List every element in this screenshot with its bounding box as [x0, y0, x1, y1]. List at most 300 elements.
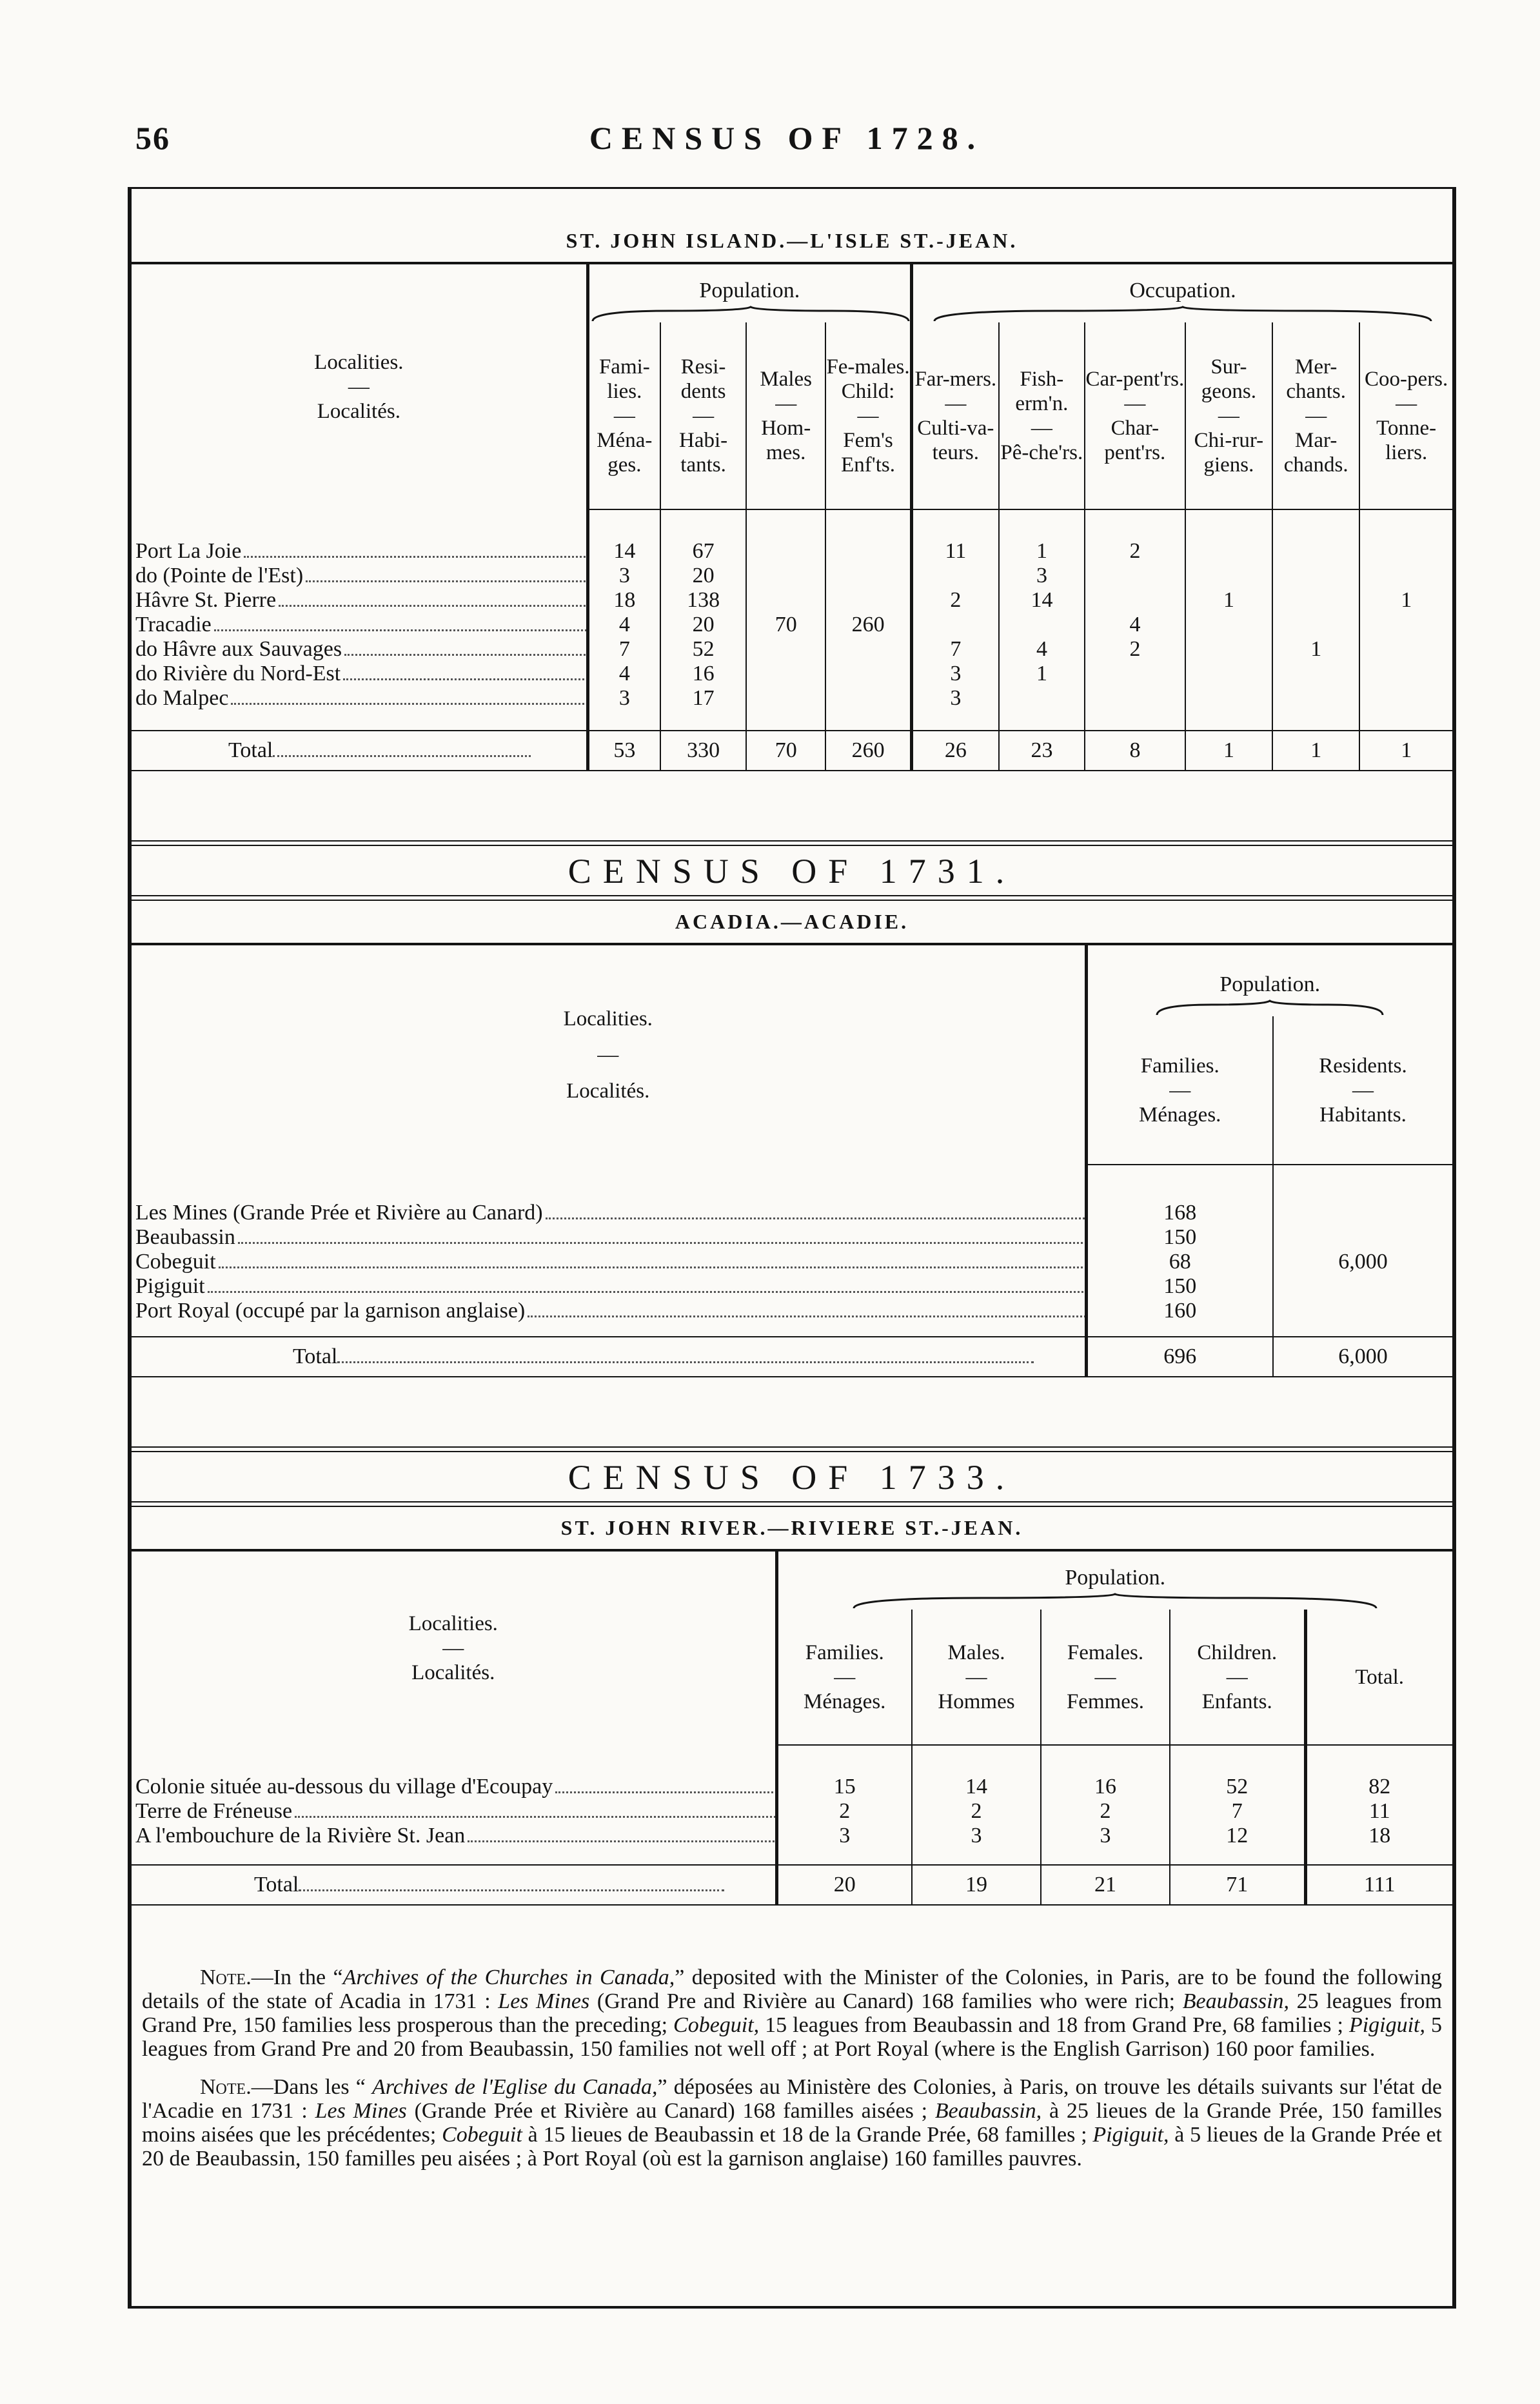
spacer: [746, 711, 825, 730]
row-locality-label: Tracadie: [135, 613, 214, 636]
leader-dots: [343, 678, 587, 680]
row-locality-label: Terre de Fréneuse: [135, 1799, 295, 1823]
note-text: ” déposées au Ministère des Colonies, à Paris, on trouve les détails suivants sur l'état de l'Acadie en 1731 :: [142, 2075, 1442, 2123]
note-french: [142, 2075, 1442, 2171]
spacer: [1170, 1746, 1305, 1775]
row-locality: [132, 1299, 1086, 1323]
dash-sep: —: [1226, 1665, 1248, 1689]
row-farm: 7: [912, 637, 999, 662]
col-females-children-fr: Fem's Enf'ts.: [841, 428, 895, 477]
note-text: à 25 lieues de la Grande Prée, 150 familles moins aisées que les précédentes;: [142, 2099, 1442, 2147]
row-locality: [132, 1824, 776, 1848]
total-surgeons: 1: [1185, 731, 1272, 771]
spacer: [1041, 1746, 1170, 1775]
row-residents: 17: [660, 686, 746, 711]
row-families: 14: [587, 539, 660, 564]
col-carpenters-en: Car-pent'rs.: [1085, 367, 1185, 391]
row-coop: [1359, 686, 1452, 711]
row-farm: [912, 613, 999, 637]
note-text: (Grand Pre and Rivière au Canard) 168 families who were rich;: [589, 1989, 1183, 2013]
col-coopers-en: Coo-pers.: [1365, 367, 1448, 391]
row-coop: [1359, 662, 1452, 686]
col-males: [746, 322, 825, 509]
spacer: [1273, 1165, 1452, 1201]
spacer: [1272, 711, 1359, 730]
brace-icon: [931, 306, 1434, 322]
spacer-row: [132, 1746, 1452, 1775]
col-coopers: [1359, 322, 1452, 509]
leader-dots: [219, 1266, 1086, 1268]
col-residents-fr: Habi-tants.: [679, 428, 728, 477]
row-locality-label: Port Royal (occupé par la garnison anglaise): [135, 1299, 528, 1323]
col-residents: [660, 322, 746, 509]
col-surgeons: [1185, 322, 1272, 509]
leader-dots: [231, 703, 587, 705]
row-farm: [912, 564, 999, 588]
col-farmers: [911, 322, 998, 509]
dash-sep: —: [613, 404, 635, 428]
note-italic: Archives of the Churches in Canada,: [342, 1966, 675, 1989]
page-header: [129, 119, 1445, 171]
table-row: [132, 1775, 1452, 1799]
spacer: [825, 711, 911, 730]
spacer: [132, 510, 587, 539]
row-merc: [1272, 613, 1359, 637]
col-residents-en: Resi-dents: [680, 355, 726, 403]
row-coop: [1359, 637, 1452, 662]
dash-sep: —: [965, 1665, 987, 1689]
col-surgeons-en: Sur-geons.: [1201, 355, 1257, 403]
row-families: 4: [587, 662, 660, 686]
localities-head-en: Localities.: [314, 351, 404, 374]
row-children: 12: [1170, 1824, 1305, 1848]
census-1731-caption: ACADIA.—ACADIE.: [132, 901, 1452, 945]
row-residents: 20: [660, 564, 746, 588]
note-text: —In the “: [251, 1966, 343, 1989]
col-females-fr: Femmes.: [1066, 1690, 1145, 1713]
row-surg: 1: [1185, 588, 1272, 613]
row-locality: [132, 1775, 776, 1799]
col-merchants-en: Mer-chants.: [1286, 355, 1346, 403]
total-families: 20: [776, 1865, 912, 1905]
spacer: [746, 510, 825, 539]
row-fish: 14: [999, 588, 1085, 613]
note-italic: Cobeguit,: [673, 2013, 760, 2037]
dash-sep: —: [775, 391, 797, 415]
total-families: 53: [587, 731, 660, 771]
spacer: [132, 711, 587, 730]
row-fish: [999, 613, 1085, 637]
col-total: Total.: [1305, 1610, 1452, 1745]
spacer: [1185, 711, 1272, 730]
spacer: [999, 711, 1085, 730]
spacer: [912, 1746, 1041, 1775]
population-group-label: Population.: [1219, 972, 1321, 996]
localities-head: [132, 945, 1086, 1165]
total-males: 70: [746, 731, 825, 771]
col-children: [1170, 1610, 1305, 1745]
row-residents: 67: [660, 539, 746, 564]
note-italic: Pigiguit,: [1348, 2013, 1425, 2037]
spacer: [1272, 510, 1359, 539]
row-surg: [1185, 637, 1272, 662]
spacer: [912, 510, 999, 539]
note-text: —Dans les “: [251, 2075, 373, 2099]
row-families: 150: [1086, 1274, 1273, 1299]
row-families: 3: [587, 564, 660, 588]
col-males-fr: Hom-mes.: [761, 416, 811, 464]
leader-dots: [238, 1242, 1086, 1244]
row-locality-label: A l'embouchure de la Rivière St. Jean: [135, 1824, 468, 1847]
population-group: [587, 264, 911, 322]
spacer: [132, 1848, 776, 1864]
row-fish: 3: [999, 564, 1085, 588]
row-locality: [132, 1250, 1086, 1274]
row-coop: [1359, 613, 1452, 637]
occupation-group: [911, 264, 1452, 322]
row-locality-label: Pigiguit: [135, 1274, 208, 1298]
col-fishermen-fr: Pê-che'rs.: [1000, 440, 1083, 464]
occupation-group-label: Occupation.: [1129, 279, 1236, 302]
spacer: [776, 1746, 912, 1775]
col-males-en: Males.: [947, 1640, 1005, 1664]
spacer: [587, 711, 660, 730]
grouped-males: 70: [746, 539, 825, 711]
row-farm: 2: [912, 588, 999, 613]
spacer: [1359, 510, 1452, 539]
localities-head: [132, 1552, 776, 1745]
col-males-fr: Hommes: [938, 1690, 1015, 1713]
spacer: [825, 510, 911, 539]
census-1733-section: [132, 1446, 1452, 1906]
dash-sep: —: [1169, 1078, 1191, 1102]
col-females: [1041, 1610, 1170, 1745]
row-families: 160: [1086, 1299, 1273, 1323]
spacer: [1086, 1323, 1273, 1336]
total-families: 696: [1086, 1337, 1273, 1377]
spacer: [1305, 1848, 1452, 1864]
leader-dots: [295, 1816, 776, 1818]
row-carp: 2: [1085, 539, 1185, 564]
note-italic: Archives de l'Eglise du Canada,: [372, 2075, 658, 2099]
row-females: 16: [1041, 1775, 1170, 1799]
brace-icon: [589, 306, 912, 322]
double-rule: [129, 1501, 1455, 1507]
row-children: 52: [1170, 1775, 1305, 1799]
census-1733-caption: ST. JOHN RIVER.—RIVIERE ST.-JEAN.: [132, 1507, 1452, 1552]
dash-sep: —: [945, 391, 967, 415]
dash-sep: —: [1396, 391, 1417, 415]
note-text: 15 leagues from Beaubassin and 18 from Grand Pre, 68 families ;: [759, 2013, 1349, 2037]
dash-sep: —: [597, 1043, 619, 1067]
spacer: [999, 510, 1085, 539]
row-females: 3: [1041, 1824, 1170, 1848]
row-locality: [132, 588, 587, 613]
total-farmers: 26: [912, 731, 999, 771]
col-coopers-fr: Tonne-liers.: [1376, 416, 1437, 464]
dash-sep: —: [348, 375, 370, 399]
row-locality-label: do Hâvre aux Sauvages: [135, 637, 344, 661]
note-text: ” deposited with the Minister of the Colonies, in Paris, are to be found the following details of the state of Acadia in 1731 :: [142, 1966, 1442, 2013]
spacer: [1086, 1165, 1273, 1201]
row-residents: 20: [660, 613, 746, 637]
row-locality: [132, 564, 587, 588]
row-merc: [1272, 539, 1359, 564]
leader-dots: [546, 1217, 1086, 1219]
row-families: 15: [776, 1775, 912, 1799]
running-title: CENSUS OF 1728.: [589, 120, 985, 156]
census-1731-total-row: [132, 1336, 1452, 1377]
col-families-en: Families.: [805, 1640, 884, 1664]
census-1728-body: [132, 510, 1452, 730]
col-merchants-fr: Mar-chands.: [1283, 428, 1348, 477]
dash-sep: —: [1305, 404, 1327, 428]
table-row: [132, 1299, 1452, 1323]
row-families: 7: [587, 637, 660, 662]
row-families: 2: [776, 1799, 912, 1824]
row-locality-label: do Malpec: [135, 686, 231, 710]
census-1731-title: CENSUS OF 1731.: [568, 852, 1016, 891]
census-1731-table: [132, 945, 1452, 1165]
row-coop: 1: [1359, 588, 1452, 613]
row-locality-label: Port La Joie: [135, 539, 244, 563]
col-children-en: Children.: [1197, 1640, 1278, 1664]
page-number: 56: [135, 120, 170, 156]
note-text: à 5 lieues de la Grande Prée et 20 de Beaubassin, 150 familles peu aisées ; à Port Royal (où est la garnison anglaise) 160 familles pauvres.: [142, 2123, 1442, 2171]
spacer: [1041, 1848, 1170, 1864]
brace-icon: [851, 1593, 1379, 1610]
total-label: [132, 1865, 776, 1905]
row-surg: [1185, 662, 1272, 686]
census-1728-total-row: [132, 730, 1452, 771]
localities-head-fr: Localités.: [317, 400, 400, 423]
col-females-en: Females.: [1067, 1640, 1144, 1664]
row-farm: 3: [912, 686, 999, 711]
row-locality-label: Hâvre St. Pierre: [135, 588, 279, 612]
census-1728-caption: ST. JOHN ISLAND.—L'ISLE ST.-JEAN.: [132, 229, 1452, 264]
spacer: [776, 1848, 912, 1864]
col-carpenters-fr: Char-pent'rs.: [1104, 416, 1166, 464]
table-row: [132, 1824, 1452, 1848]
spacer: [132, 1165, 1086, 1201]
spacer: [912, 711, 999, 730]
col-families: [587, 322, 660, 509]
localities-head-en: Localities.: [408, 1612, 498, 1635]
col-families-fr: Ménages.: [804, 1690, 886, 1713]
row-females: 2: [1041, 1799, 1170, 1824]
census-1733-table: [132, 1552, 1452, 1746]
spacer-row: [132, 1323, 1452, 1336]
row-families: 168: [1086, 1201, 1273, 1225]
leader-dots: [214, 629, 588, 631]
spacer-row: [132, 1848, 1452, 1864]
total-total: 111: [1305, 1865, 1452, 1905]
dash-sep: —: [1124, 391, 1146, 415]
row-fish: 1: [999, 539, 1085, 564]
col-farmers-fr: Culti-va-teurs.: [917, 416, 994, 464]
spacer-row: [132, 1165, 1452, 1201]
leader-dots: [528, 1315, 1086, 1317]
total-females: 260: [825, 731, 911, 771]
row-surg: [1185, 686, 1272, 711]
table-row: [132, 1250, 1452, 1274]
localities-head-en: Localities.: [563, 1007, 653, 1030]
row-locality: [132, 1799, 776, 1824]
dash-sep: —: [857, 404, 879, 428]
total-coopers: 1: [1359, 731, 1452, 771]
row-surg: [1185, 539, 1272, 564]
census-1728-group-head: [132, 264, 1452, 322]
spacer: [660, 510, 746, 539]
spacer: [912, 1848, 1041, 1864]
row-coop: [1359, 539, 1452, 564]
row-families: 68: [1086, 1250, 1273, 1274]
note-italic: Cobeguit: [442, 2123, 522, 2147]
spacer: [1085, 510, 1185, 539]
population-group-label: Population.: [1065, 1566, 1166, 1590]
total-residents: 330: [660, 731, 746, 771]
page-frame: [128, 187, 1456, 2309]
dash-sep: —: [1094, 1665, 1116, 1689]
census-1728-table: [132, 264, 1452, 510]
row-total: 82: [1305, 1775, 1452, 1799]
dash-sep: —: [693, 404, 715, 428]
row-carp: 2: [1085, 637, 1185, 662]
note-text: à 15 lieues de Beaubassin et 18 de la Grande Prée, 68 familles ;: [522, 2123, 1093, 2147]
population-group: [1086, 945, 1452, 1016]
spacer: [1185, 510, 1272, 539]
total-label: [132, 1337, 1086, 1377]
col-residents: [1273, 1016, 1452, 1165]
dash-sep: —: [1218, 404, 1239, 428]
row-surg: [1185, 613, 1272, 637]
row-children: 7: [1170, 1799, 1305, 1824]
spacer: [1273, 1323, 1452, 1336]
notes: [132, 1966, 1452, 2171]
col-residents-en: Residents.: [1319, 1054, 1407, 1078]
row-carp: [1085, 564, 1185, 588]
col-merchants: [1272, 322, 1359, 509]
census-1733-total-row: [132, 1864, 1452, 1906]
row-fish: [999, 686, 1085, 711]
spacer-row: [132, 711, 1452, 730]
double-rule: [129, 1446, 1455, 1452]
note-lead: Note.: [200, 1966, 252, 1989]
population-group-label: Population.: [699, 279, 800, 302]
row-fish: 1: [999, 662, 1085, 686]
row-locality-label: Beaubassin: [135, 1225, 238, 1249]
row-merc: 1: [1272, 637, 1359, 662]
col-families: [776, 1610, 912, 1745]
table-row: [132, 1274, 1452, 1299]
total-fishermen: 23: [999, 731, 1085, 771]
row-residents: 52: [660, 637, 746, 662]
row-carp: [1085, 588, 1185, 613]
total-label-text: Total: [254, 1873, 299, 1897]
row-fish: 4: [999, 637, 1085, 662]
grouped-residents: 6,000: [1273, 1201, 1452, 1323]
localities-head-fr: Localités.: [566, 1079, 650, 1103]
dash-sep: —: [834, 1665, 856, 1689]
total-label-text: Total: [228, 738, 273, 762]
leader-dots: [555, 1791, 776, 1793]
row-locality: [132, 637, 587, 662]
note-english: [142, 1966, 1442, 2061]
total-label-text: Total: [293, 1345, 338, 1368]
total-residents: 6,000: [1273, 1337, 1452, 1377]
row-males: 14: [912, 1775, 1041, 1799]
row-total: 18: [1305, 1824, 1452, 1848]
spacer-row: [132, 510, 1452, 539]
total-merchants: 1: [1272, 731, 1359, 771]
row-locality: [132, 539, 587, 564]
spacer: [1305, 1746, 1452, 1775]
spacer: [132, 1746, 776, 1775]
notes-section: [132, 1966, 1452, 2185]
col-children-fr: Enfants.: [1201, 1690, 1272, 1713]
dash-sep: —: [1352, 1078, 1374, 1102]
row-total: 11: [1305, 1799, 1452, 1824]
population-group: [776, 1552, 1452, 1610]
spacer: [132, 1323, 1086, 1336]
col-families-en: Families.: [1140, 1054, 1219, 1078]
row-locality: [132, 686, 587, 711]
row-merc: [1272, 564, 1359, 588]
census-1733-title: CENSUS OF 1733.: [568, 1458, 1016, 1497]
leader-dots: [468, 1840, 776, 1842]
table-row: [132, 1799, 1452, 1824]
census-1731-body: [132, 1165, 1452, 1336]
spacer: [660, 711, 746, 730]
col-residents-fr: Habitants.: [1319, 1103, 1407, 1127]
note-text: 25 leagues from Grand Pre, 150 families less prosperous than the preceding;: [142, 1989, 1443, 2037]
total-children: 71: [1170, 1865, 1305, 1905]
col-males: [912, 1610, 1041, 1745]
table-row: [132, 539, 1452, 564]
spacer: [1359, 711, 1452, 730]
col-surgeons-fr: Chi-rur-giens.: [1194, 428, 1264, 477]
leader-dots: [306, 580, 587, 582]
note-italic: Beaubassin,: [934, 2099, 1042, 2123]
col-fishermen: [999, 322, 1085, 509]
spacer: [1085, 711, 1185, 730]
census-1728-section: [132, 229, 1452, 771]
census-1733-body: [132, 1746, 1452, 1864]
census-1731-section: [132, 840, 1452, 1377]
row-males: 3: [912, 1824, 1041, 1848]
localities-head-fr: Localités.: [411, 1661, 495, 1684]
row-locality: [132, 1201, 1086, 1225]
row-locality-label: Cobeguit: [135, 1250, 219, 1274]
col-farmers-en: Far-mers.: [914, 367, 997, 391]
row-merc: [1272, 686, 1359, 711]
leader-dots: [244, 556, 587, 558]
leader-dots: [279, 605, 587, 607]
total-males: 19: [912, 1865, 1041, 1905]
spacer: [1170, 1848, 1305, 1864]
col-families-fr: Ména-ges.: [597, 428, 653, 477]
double-rule: [129, 895, 1455, 901]
row-locality-label: do (Pointe de l'Est): [135, 564, 306, 587]
grouped-females: 260: [825, 539, 911, 711]
row-locality: [132, 1274, 1086, 1299]
dash-sep: —: [1031, 416, 1052, 440]
row-residents: 138: [660, 588, 746, 613]
brace-icon: [1154, 1000, 1386, 1016]
note-text: 5 leagues from Grand Pre and 20 from Beaubassin, 150 families not well off ; at Port Royal (where is the English Garrison) 160 poor families.: [142, 2013, 1442, 2061]
row-families: 18: [587, 588, 660, 613]
note-italic: Pigiguit,: [1092, 2123, 1169, 2147]
